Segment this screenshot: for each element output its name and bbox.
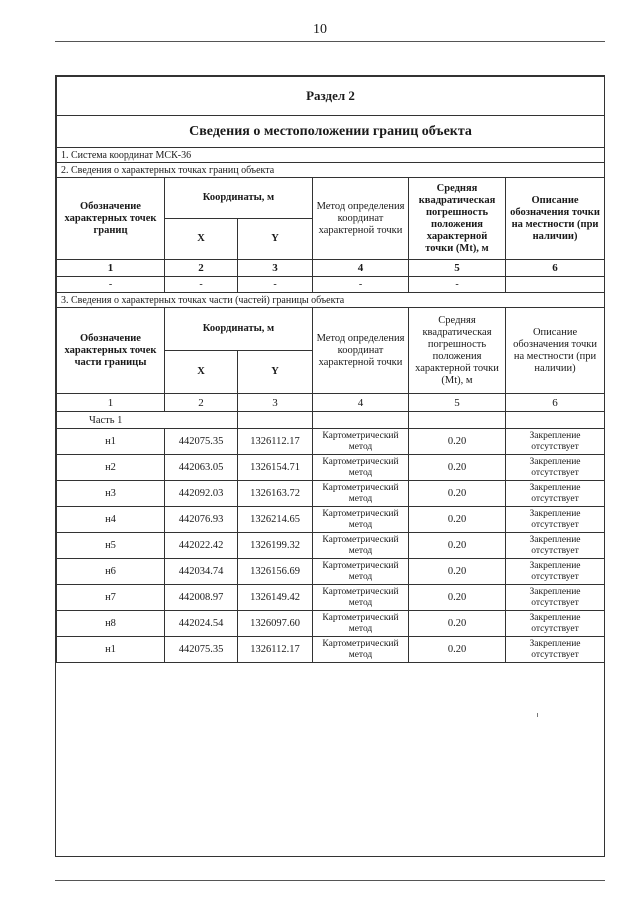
error-cell: 0.20 bbox=[409, 429, 506, 455]
part-label: Часть 1 bbox=[57, 412, 238, 429]
error-cell: 0.20 bbox=[409, 559, 506, 585]
method-cell: Картометрический метод bbox=[313, 533, 409, 559]
t2-dash-cell: - bbox=[165, 277, 238, 293]
y-coord-cell: 1326097.60 bbox=[238, 611, 313, 637]
t2-col-num: 4 bbox=[313, 260, 409, 277]
method-cell: Картометрический метод bbox=[313, 455, 409, 481]
t3-col-num: 6 bbox=[506, 394, 605, 412]
t3-header-coords: Координаты, м bbox=[165, 308, 313, 351]
method-cell: Картометрический метод bbox=[313, 637, 409, 663]
t3-header-method: Метод определения координат характерной точки bbox=[313, 308, 409, 394]
method-cell: Картометрический метод bbox=[313, 481, 409, 507]
t3-col-num: 1 bbox=[57, 394, 165, 412]
section-frame bbox=[55, 75, 605, 857]
t2-header-desc: Описание обозначения точки на местности (при наличии) bbox=[506, 178, 605, 260]
x-coord-cell: 442024.54 bbox=[165, 611, 238, 637]
x-coord-cell: 442022.42 bbox=[165, 533, 238, 559]
t2-dash-cell: - bbox=[57, 277, 165, 293]
section-subtitle: Сведения о местоположении границ объекта bbox=[57, 116, 605, 148]
x-coord-cell: 442034.74 bbox=[165, 559, 238, 585]
y-coord-cell: 1326112.17 bbox=[238, 429, 313, 455]
t2-header-designation: Обозначение характерных точек границ bbox=[57, 178, 165, 260]
point-cell: н7 bbox=[57, 585, 165, 611]
t2-header-y: Y bbox=[238, 219, 313, 260]
t2-dash-cell: - bbox=[238, 277, 313, 293]
section-title: Раздел 2 bbox=[57, 77, 605, 116]
t2-col-num: 6 bbox=[506, 260, 605, 277]
x-coord-cell: 442075.35 bbox=[165, 429, 238, 455]
y-coord-cell: 1326199.32 bbox=[238, 533, 313, 559]
t3-col-num: 2 bbox=[165, 394, 238, 412]
t3-header-designation: Обозначение характерных точек части границы bbox=[57, 308, 165, 394]
table-row bbox=[57, 585, 605, 611]
coord-system-line: 1. Система координат МСК-36 bbox=[57, 148, 605, 163]
y-coord-cell: 1326112.17 bbox=[238, 637, 313, 663]
method-cell: Картометрический метод bbox=[313, 559, 409, 585]
t2-header-coords: Координаты, м bbox=[165, 178, 313, 219]
t2-col-num: 5 bbox=[409, 260, 506, 277]
description-cell: Закрепление отсутствует bbox=[506, 585, 605, 611]
description-cell: Закрепление отсутствует bbox=[506, 637, 605, 663]
x-coord-cell: 442076.93 bbox=[165, 507, 238, 533]
error-cell: 0.20 bbox=[409, 533, 506, 559]
error-cell: 0.20 bbox=[409, 481, 506, 507]
empty-cell bbox=[409, 412, 506, 429]
description-cell: Закрепление отсутствует bbox=[506, 429, 605, 455]
method-cell: Картометрический метод bbox=[313, 507, 409, 533]
t2-dash-cell bbox=[506, 277, 605, 293]
point-cell: н1 bbox=[57, 429, 165, 455]
description-cell: Закрепление отсутствует bbox=[506, 559, 605, 585]
table-row bbox=[57, 455, 605, 481]
point-cell: н4 bbox=[57, 507, 165, 533]
y-coord-cell: 1326214.65 bbox=[238, 507, 313, 533]
point-cell: н6 bbox=[57, 559, 165, 585]
empty-cell bbox=[313, 412, 409, 429]
point-cell: н1 bbox=[57, 637, 165, 663]
t2-dash-cell: - bbox=[313, 277, 409, 293]
description-cell: Закрепление отсутствует bbox=[506, 611, 605, 637]
t2-header-x: X bbox=[165, 219, 238, 260]
section-table bbox=[56, 76, 605, 663]
x-coord-cell: 442092.03 bbox=[165, 481, 238, 507]
description-cell: Закрепление отсутствует bbox=[506, 507, 605, 533]
point-cell: н3 bbox=[57, 481, 165, 507]
top-rule bbox=[55, 41, 605, 42]
t3-header-error: Средняя квадратическая погрешность положения характерной точки (Mt), м bbox=[409, 308, 506, 394]
error-cell: 0.20 bbox=[409, 611, 506, 637]
error-cell: 0.20 bbox=[409, 507, 506, 533]
t3-col-num: 3 bbox=[238, 394, 313, 412]
table-row bbox=[57, 637, 605, 663]
t2-header-method: Метод определения координат характерной точки bbox=[313, 178, 409, 260]
t3-col-num: 5 bbox=[409, 394, 506, 412]
part-points-rows bbox=[57, 429, 605, 663]
t3-header-desc: Описание обозначения точки на местности (при наличии) bbox=[506, 308, 605, 394]
t2-col-num: 2 bbox=[165, 260, 238, 277]
t2-col-num: 3 bbox=[238, 260, 313, 277]
empty-cell bbox=[506, 412, 605, 429]
description-cell: Закрепление отсутствует bbox=[506, 533, 605, 559]
part-points-heading: 3. Сведения о характерных точках части (частей) границы объекта bbox=[57, 293, 605, 308]
t2-col-num: 1 bbox=[57, 260, 165, 277]
error-cell: 0.20 bbox=[409, 455, 506, 481]
t3-header-y: Y bbox=[238, 351, 313, 394]
method-cell: Картометрический метод bbox=[313, 585, 409, 611]
boundary-points-heading: 2. Сведения о характерных точках границ объекта bbox=[57, 163, 605, 178]
table-row bbox=[57, 429, 605, 455]
t3-header-x: X bbox=[165, 351, 238, 394]
table-row bbox=[57, 507, 605, 533]
y-coord-cell: 1326149.42 bbox=[238, 585, 313, 611]
x-coord-cell: 442075.35 bbox=[165, 637, 238, 663]
t2-dash-cell: - bbox=[409, 277, 506, 293]
point-cell: н2 bbox=[57, 455, 165, 481]
stray-mark bbox=[537, 713, 540, 717]
description-cell: Закрепление отсутствует bbox=[506, 481, 605, 507]
empty-cell bbox=[238, 412, 313, 429]
page-number: 10 bbox=[313, 22, 327, 37]
x-coord-cell: 442008.97 bbox=[165, 585, 238, 611]
y-coord-cell: 1326163.72 bbox=[238, 481, 313, 507]
description-cell: Закрепление отсутствует bbox=[506, 455, 605, 481]
point-cell: н8 bbox=[57, 611, 165, 637]
t3-col-num: 4 bbox=[313, 394, 409, 412]
error-cell: 0.20 bbox=[409, 637, 506, 663]
error-cell: 0.20 bbox=[409, 585, 506, 611]
y-coord-cell: 1326156.69 bbox=[238, 559, 313, 585]
method-cell: Картометрический метод bbox=[313, 611, 409, 637]
x-coord-cell: 442063.05 bbox=[165, 455, 238, 481]
table-row bbox=[57, 611, 605, 637]
table-row bbox=[57, 481, 605, 507]
table-row bbox=[57, 533, 605, 559]
t2-header-error: Средняя квадратическая погрешность положения характерной точки (Mt), м bbox=[409, 178, 506, 260]
table-row bbox=[57, 559, 605, 585]
method-cell: Картометрический метод bbox=[313, 429, 409, 455]
bottom-rule bbox=[55, 880, 605, 881]
point-cell: н5 bbox=[57, 533, 165, 559]
y-coord-cell: 1326154.71 bbox=[238, 455, 313, 481]
